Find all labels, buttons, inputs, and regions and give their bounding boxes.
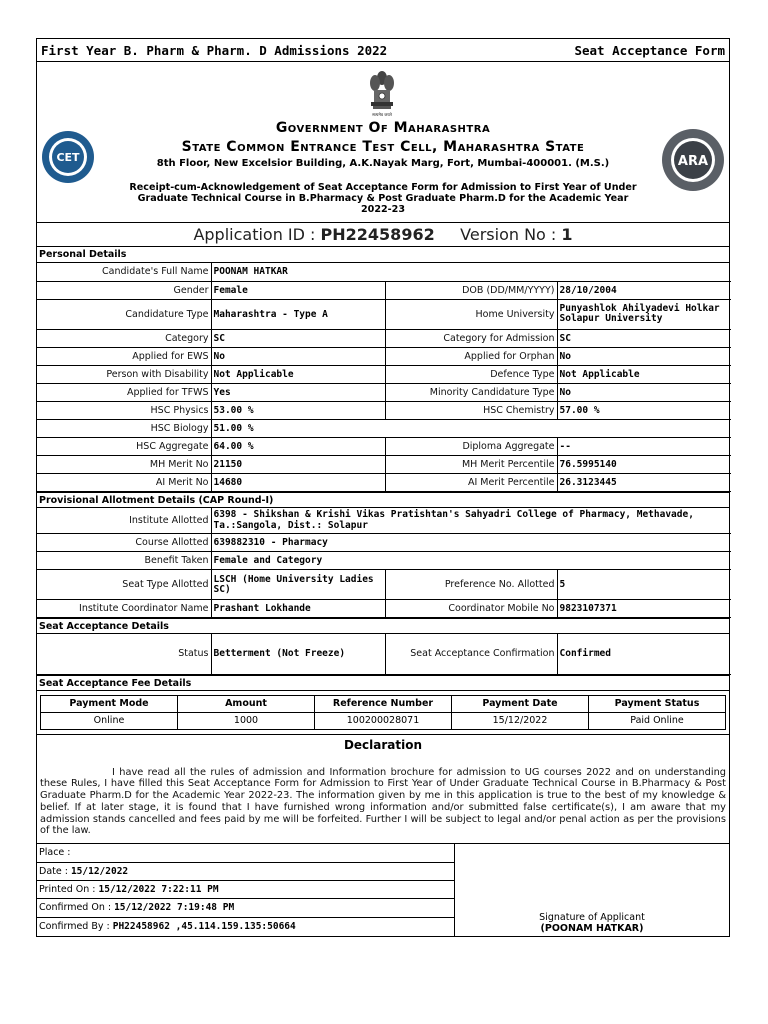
table-row — [37, 419, 731, 437]
table-row — [37, 329, 731, 347]
field-label: DOB (DD/MM/YYYY) — [385, 281, 557, 299]
allotment-section-title: Provisional Allotment Details — [39, 494, 196, 506]
receipt-title: Receipt-cum-Acknowledgement of Seat Acceptance Form for Admission to First Year of Under Graduate Technical Course in B.Pharmacy & Post Graduate Pharm.D for the Academic Year 2022-23 — [129, 182, 637, 215]
table-row — [37, 281, 731, 299]
version-label: Version No : — [460, 225, 562, 244]
application-id-row — [37, 223, 729, 247]
declaration-text: I have read all the rules of admission and Information brochure for admission to UG courses 2022 and on understanding these Rules, I have filled this Seat Acceptance Form for Admission to First Year of Under Graduate Technical Course in B.Pharmacy & Post Graduate Pharm.D for the Academic Year 2022-23. The information given by me in this application is true to the best of my knowledge & belief. If at later stage, it is found that I have furnished wrong information and/or submitted false certificate(s), I am aware that my admission stands cancelled and fees paid by me will be forfeited. Further I will be subject to legal and/or penal action as per the provisions of the law. — [37, 755, 729, 845]
government-title: Government Of Maharashtra — [275, 120, 491, 136]
confirmed-by-label: Confirmed By : — [39, 920, 113, 932]
defence-value: Not Applicable — [557, 365, 731, 383]
ews-value: No — [211, 347, 385, 365]
date-row — [37, 863, 454, 881]
payment-date: 15/12/2022 — [452, 712, 589, 729]
application-id-label: Application ID : — [193, 225, 321, 244]
field-label: HSC Physics — [37, 401, 211, 419]
column-header: Payment Status — [589, 695, 726, 712]
fee-section — [37, 691, 729, 735]
national-emblem-icon — [367, 66, 397, 118]
table-row — [37, 634, 731, 674]
orphan-value: No — [557, 347, 731, 365]
application-id: PH22458962 — [320, 225, 435, 244]
payment-mode: Online — [41, 712, 178, 729]
personal-details-heading: Personal Details — [37, 247, 729, 263]
field-label: Status — [37, 634, 211, 674]
cell-address: 8th Floor, New Excelsior Building, A.K.Nayak Marg, Fort, Mumbai-400001. (M.S.) — [156, 158, 610, 169]
field-label: Preference No. Allotted — [385, 570, 557, 600]
field-label: Category — [37, 329, 211, 347]
printed-value: 15/12/2022 7:22:11 PM — [98, 884, 219, 896]
field-label: Applied for TFWS — [37, 383, 211, 401]
signature-box — [455, 844, 729, 936]
fee-heading: Seat Acceptance Fee Details — [37, 675, 729, 691]
emblem-caption: सत्यमेव जयते — [372, 112, 392, 117]
ai-percentile-value: 26.3123445 — [557, 473, 731, 491]
header — [37, 62, 729, 223]
biology-value: 51.00 % — [211, 419, 731, 437]
acceptance-heading: Seat Acceptance Details — [37, 618, 729, 634]
gender-value: Female — [211, 281, 385, 299]
preference-value: 5 — [557, 570, 731, 600]
chemistry-value: 57.00 % — [557, 401, 731, 419]
field-label: Candidature Type — [37, 299, 211, 329]
table-row — [37, 383, 731, 401]
field-label: HSC Aggregate — [37, 437, 211, 455]
date-value: 15/12/2022 — [70, 865, 129, 877]
disability-value: Not Applicable — [211, 365, 385, 383]
signature-label: Signature of Applicant — [539, 912, 645, 924]
column-header: Reference Number — [315, 695, 452, 712]
allotment-heading — [37, 492, 729, 508]
confirmed-by-value: PH22458962 ,45.114.159.135:50664 — [112, 920, 296, 932]
column-header: Payment Mode — [41, 695, 178, 712]
confirmed-on-row — [37, 899, 454, 917]
minority-value: No — [557, 383, 731, 401]
home-university-value: Punyashlok Ahilyadevi Holkar Solapur University — [557, 299, 731, 329]
candidature-type-value: Maharashtra - Type A — [211, 299, 385, 329]
table-row — [37, 508, 731, 534]
seat-acceptance-form — [36, 38, 730, 937]
field-label: MH Merit Percentile — [385, 455, 557, 473]
field-label: Institute Coordinator Name — [37, 600, 211, 618]
seat-type-value: LSCH (Home University Ladies SC) — [211, 570, 385, 600]
table-row — [37, 534, 731, 552]
column-header: Payment Date — [452, 695, 589, 712]
confirmed-by-row — [37, 918, 454, 936]
field-label: HSC Chemistry — [385, 401, 557, 419]
table-row — [37, 299, 731, 329]
footer — [37, 844, 729, 936]
mh-percentile-value: 76.5995140 — [557, 455, 731, 473]
category-admission-value: SC — [557, 329, 731, 347]
personal-details-table — [37, 263, 731, 492]
table-row — [37, 365, 731, 383]
table-row — [37, 263, 731, 281]
declaration-title: Declaration — [343, 737, 423, 752]
category-value: SC — [211, 329, 385, 347]
dob-value: 28/10/2004 — [557, 281, 731, 299]
footer-details — [37, 844, 455, 936]
table-row — [37, 570, 731, 600]
coordinator-mobile-value: 9823107371 — [557, 600, 731, 618]
admissions-title: First Year B. Pharm & Pharm. D Admissions 2022 — [41, 42, 388, 58]
benefit-value: Female and Category — [211, 552, 731, 570]
column-header: Amount — [178, 695, 315, 712]
allotment-table — [37, 508, 731, 619]
table-row — [41, 712, 726, 729]
place-row — [37, 844, 454, 862]
ai-merit-value: 14680 — [211, 473, 385, 491]
confirmed-on-value: 15/12/2022 7:19:48 PM — [114, 902, 235, 914]
printed-row — [37, 881, 454, 899]
course-value: 639882310 - Pharmacy — [211, 534, 731, 552]
field-label: Benefit Taken — [37, 552, 211, 570]
confirmed-on-label: Confirmed On : — [39, 902, 115, 914]
status-value: Betterment (Not Freeze) — [211, 634, 385, 674]
field-label: Course Allotted — [37, 534, 211, 552]
tfws-value: Yes — [211, 383, 385, 401]
top-bar — [37, 39, 729, 62]
payment-amount: 1000 — [178, 712, 315, 729]
field-label: Seat Type Allotted — [37, 570, 211, 600]
reference-number: 100200028071 — [315, 712, 452, 729]
cet-logo-text: CET — [56, 151, 80, 164]
field-label: Home University — [385, 299, 557, 329]
table-row — [37, 401, 731, 419]
field-label: Person with Disability — [37, 365, 211, 383]
table-row — [37, 600, 731, 618]
field-label: Defence Type — [385, 365, 557, 383]
field-label: AI Merit No — [37, 473, 211, 491]
table-header-row — [41, 695, 726, 712]
field-label: Coordinator Mobile No — [385, 600, 557, 618]
table-row — [37, 552, 731, 570]
ara-logo-text: ARA — [677, 154, 709, 169]
field-label: Institute Allotted — [37, 508, 211, 534]
signature-block — [455, 912, 729, 934]
cap-round: (CAP Round-I) — [198, 494, 274, 506]
version-number: 1 — [561, 225, 573, 244]
field-label: Seat Acceptance Confirmation — [385, 634, 557, 674]
institute-value: 6398 - Shikshan & Krishi Vikas Pratishtan's Sahyadri College of Pharmacy, Methavade, Ta.:Sangola, Dist.: Solapur — [211, 508, 731, 534]
field-label: Applied for EWS — [37, 347, 211, 365]
table-row — [37, 437, 731, 455]
field-label: HSC Biology — [37, 419, 211, 437]
diploma-value: -- — [557, 437, 731, 455]
field-label: Diploma Aggregate — [385, 437, 557, 455]
coordinator-value: Prashant Lokhande — [211, 600, 385, 618]
field-label: AI Merit Percentile — [385, 473, 557, 491]
confirmation-value: Confirmed — [557, 634, 731, 674]
table-row — [37, 473, 731, 491]
mh-merit-value: 21150 — [211, 455, 385, 473]
table-row — [37, 455, 731, 473]
hsc-aggregate-value: 64.00 % — [211, 437, 385, 455]
fee-table — [40, 695, 726, 730]
form-title: Seat Acceptance Form — [574, 42, 725, 58]
field-label: Candidate's Full Name — [37, 263, 211, 281]
field-label: Gender — [37, 281, 211, 299]
acceptance-table — [37, 634, 731, 675]
field-label: MH Merit No — [37, 455, 211, 473]
field-label: Category for Admission — [385, 329, 557, 347]
signature-name: (POONAM HATKAR) — [540, 923, 644, 935]
field-label: Minority Candidature Type — [385, 383, 557, 401]
field-label: Applied for Orphan — [385, 347, 557, 365]
place-label: Place : — [39, 847, 71, 859]
cet-cell-title: State Common Entrance Test Cell, Maharashtra State — [181, 139, 585, 155]
printed-label: Printed On : — [39, 884, 99, 896]
physics-value: 53.00 % — [211, 401, 385, 419]
date-label: Date : — [39, 865, 71, 877]
candidate-name: POONAM HATKAR — [211, 263, 731, 281]
table-row — [37, 347, 731, 365]
payment-status: Paid Online — [589, 712, 726, 729]
